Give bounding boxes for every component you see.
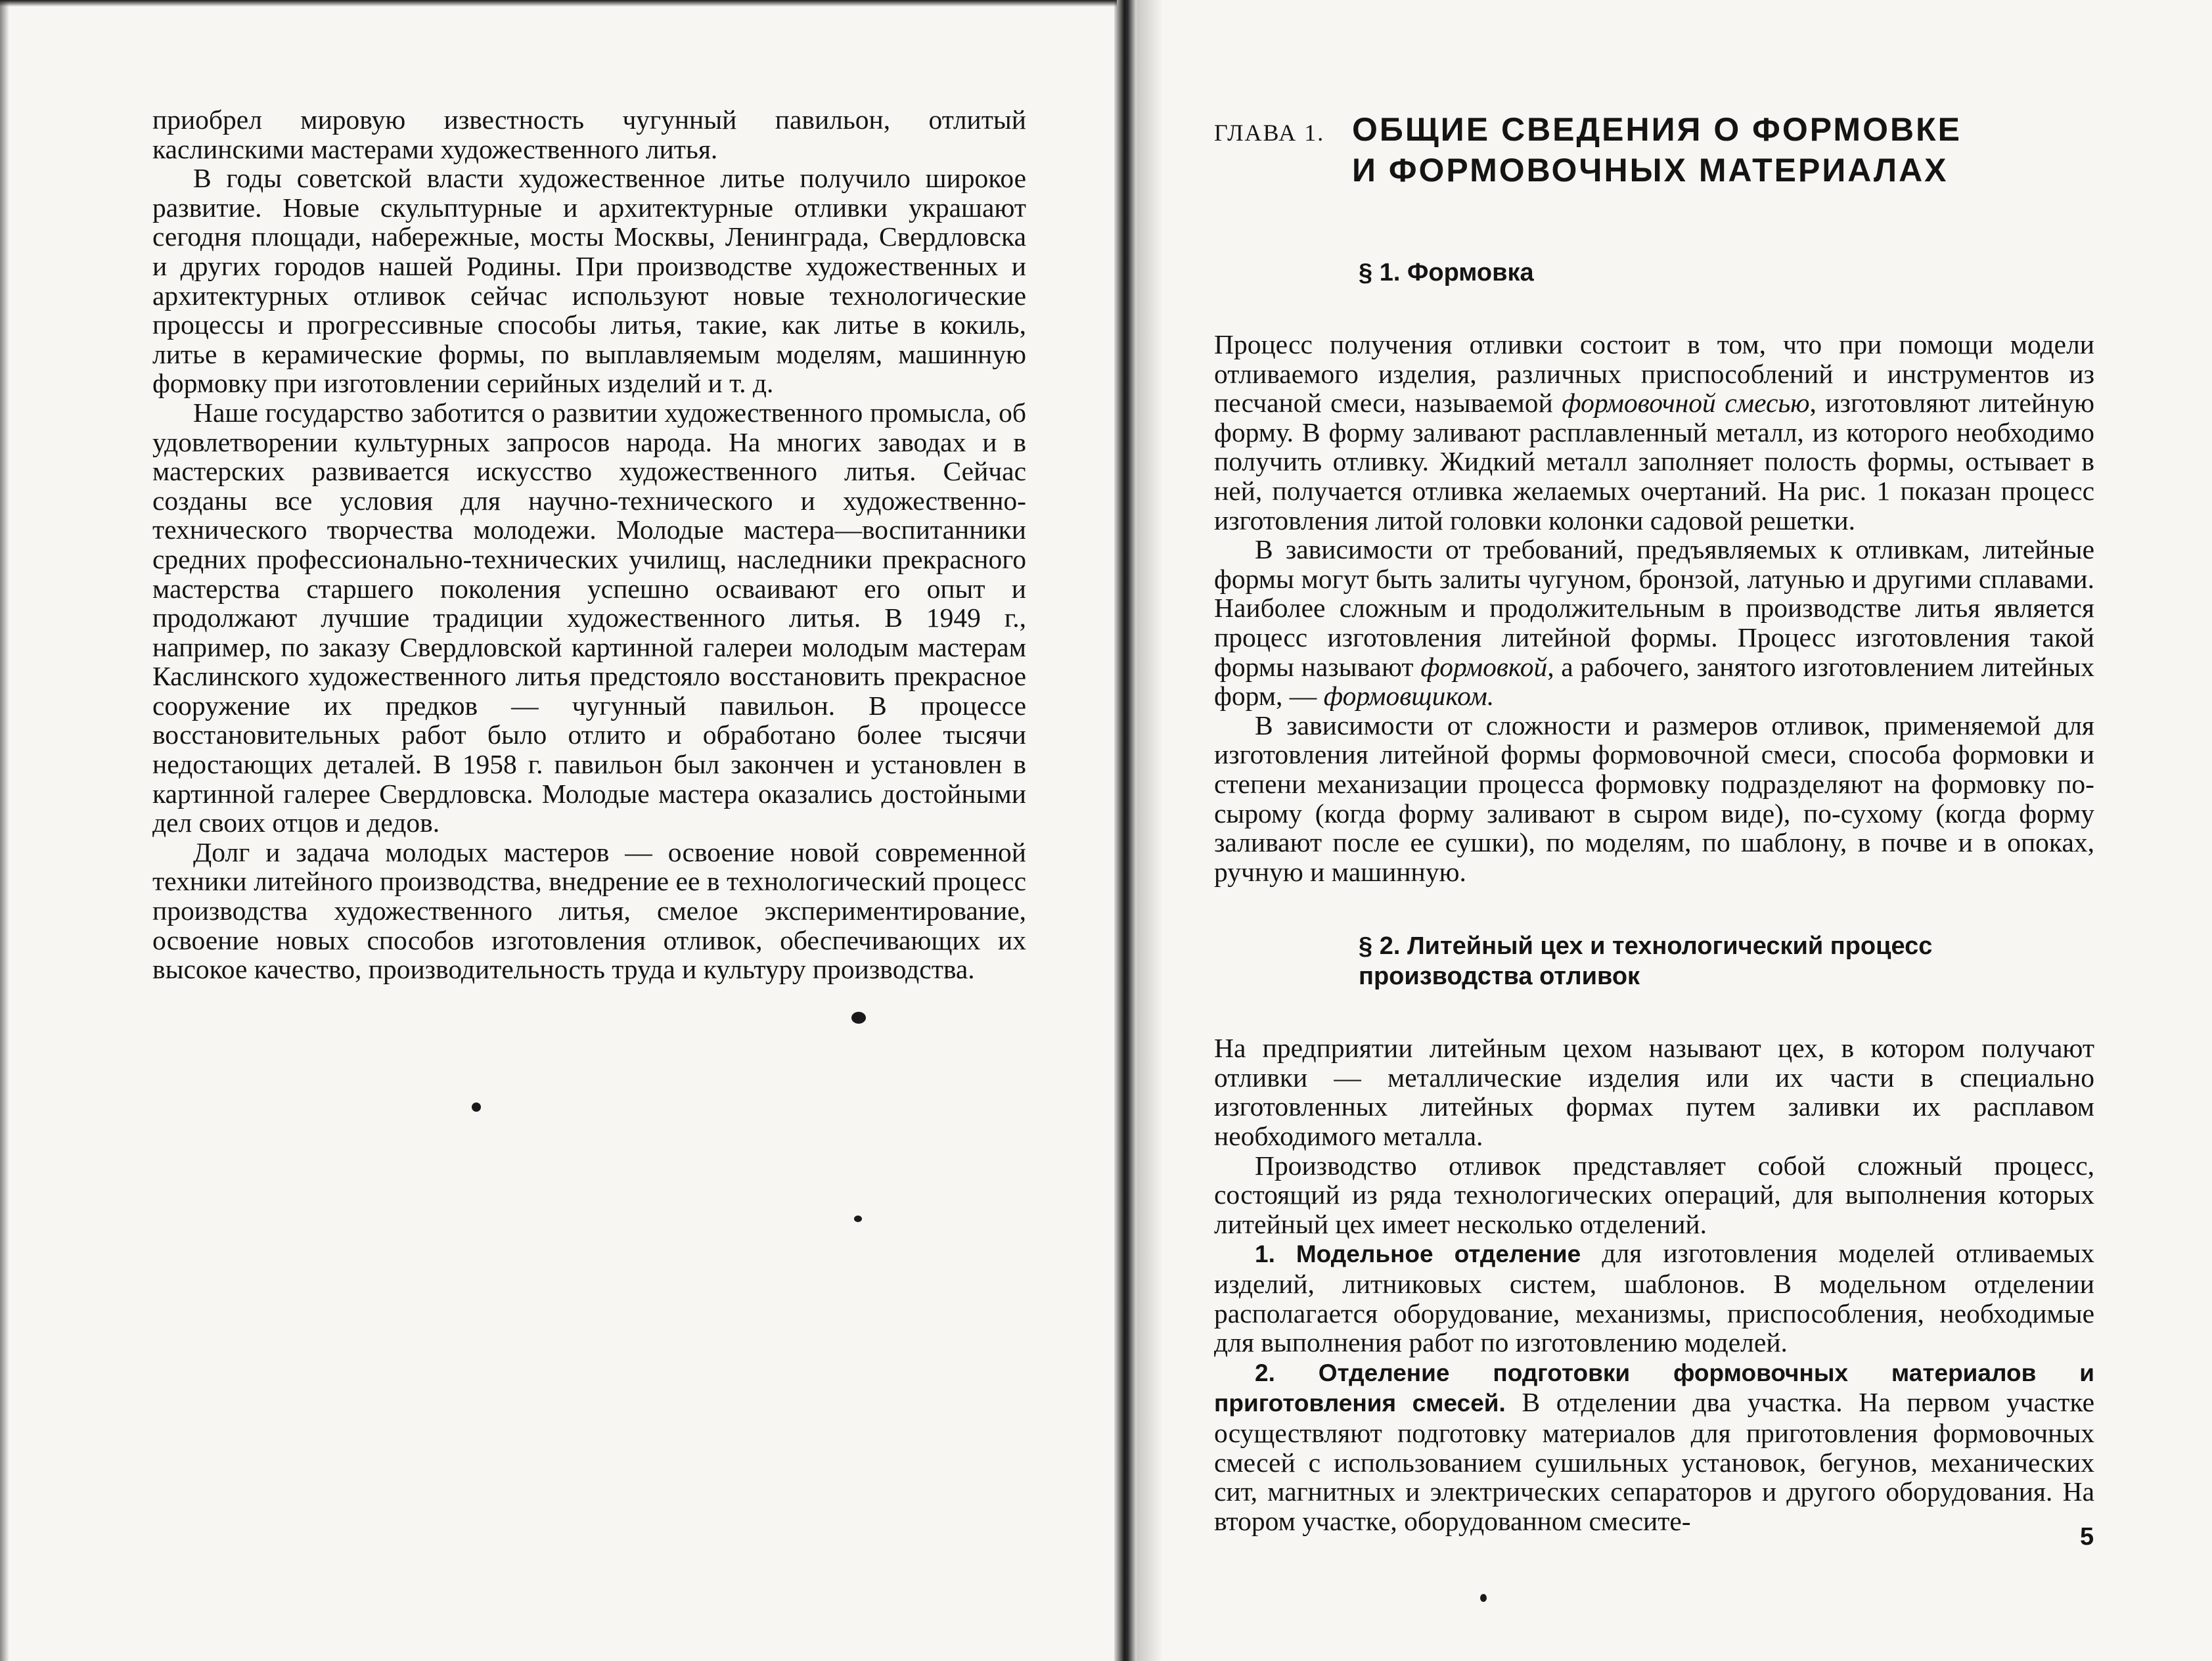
scan-edge-top (0, 0, 1117, 7)
chapter-title (1352, 109, 1962, 191)
chapter-title-line-2: И ФОРМОВОЧНЫХ МАТЕРИАЛАХ (1352, 152, 1949, 189)
s2-p3-text: для изготовления моделей отливаемых изделий, литниковых систем, шаблонов. В модельном отделении располагается оборудование, механизмы, приспособления, необходимые для выполнения работ по изготовлению моделей. (1214, 1238, 2094, 1358)
scan-speck (472, 1103, 481, 1112)
left-paragraph-2: В годы советской власти художественное литье получило широкое развитие. Новые скульптурные и архитектурные отливки украшают сегодня площади, набережные, мосты Москвы, Ленинграда, Свердловска и других городов нашей Родины. При производстве художественных и архитектурных отливок сейчас используют новые технологические процессы и прогрессивные способы литья, такие, как литье в кокиль, литье в керамические формы, по выплавляемым моделям, машинную формовку при изготовлении серийных изделий и т. д. (152, 163, 1026, 399)
right-page (1214, 105, 2094, 1536)
page-number: 5 (2080, 1523, 2094, 1551)
section-2-title-line-1: § 2. Литейный цех и технологический процесс (1359, 932, 1933, 961)
chapter-label: ГЛАВА 1. (1214, 120, 1325, 146)
section-2-title-line-2: производства отливок (1359, 963, 1640, 991)
book-gutter (1114, 0, 1137, 1661)
section-2-paragraph-2: Производство отливок представляет собой сложный процесс, состоящий из ряда технологических операций, для выполнения которых литейный цех имеет несколько отделений. (1214, 1150, 2094, 1239)
chapter-heading (1214, 105, 2094, 191)
scan-speck (854, 1216, 862, 1222)
section-2-paragraph-3 (1214, 1239, 2094, 1357)
section-1-paragraph-2 (1214, 535, 2094, 711)
s1-p1-text-b: , изготовляют литейную форму. В форму заливают расплавленный металл, из которого необходимо получить отливку. Жидкий металл заполняет полость формы, остывает в ней, получается отливка желаемых очертаний. На рис. 1 показан процесс изготовления литой головки колонки садовой решетки. (1214, 388, 2094, 535)
section-2-title (1359, 931, 2094, 991)
s2-p4-text: В отделении два участка. На первом участке осуществляют подготовку материалов для приготовления формовочных смесей с использованием сушильных установок, бегунов, механических сит, магнитных и электрических сепараторов и другого оборудования. На втором участке, оборудованном смесите- (1214, 1387, 2094, 1536)
term-formovka: формовкой (1420, 651, 1548, 682)
left-paragraph-4: Долг и задача молодых мастеров — освоение новой современной техники литейного производства, внедрение ее в технологический процесс производства художественного литья, смелое экспериментирование, освоение новых способов изготовления отливок, обеспечивающих их высокое качество, производительность труда и культуру производства. (152, 836, 1026, 985)
scan-edge-left (0, 0, 9, 1661)
s1-p1-text-a: Процесс получения отливки состоит в том, что при помощи модели отливаемого изделия, различных приспособлений и инструментов из песчаной смеси, называемой (1214, 329, 2094, 419)
scan-speck (1480, 1594, 1487, 1602)
term-otdelenie-podgotovki: 2. Отделение подготовки формовочных материалов и приготовления смесей. (1214, 1359, 2094, 1417)
term-modelnoe-otdelenie: 1. Модельное отделение (1255, 1240, 1581, 1268)
section-1-paragraph-3: В зависимости от сложности и размеров отливок, применяемой для изготовления литейной формы формовочной смеси, способа формовки и степени механизации процесса формовку подразделяют на формовку по-сырому (когда форму заливают в сыром виде), по-сухому (когда форму заливают после ее сушки), по моделям, по шаблону, в почве и в опоках, ручную и машинную. (1214, 710, 2094, 887)
s1-p2-text-b: , а рабочего, занятого изготовлением литейных форм, — (1214, 651, 2095, 712)
left-paragraph-1: приобрел мировую известность чугунный павильон, отлитый каслинскими мастерами художественного литья. (152, 104, 1026, 164)
gutter-shadow (1137, 0, 1163, 1661)
section-1-title: § 1. Формовка (1359, 259, 1534, 286)
section-2-paragraph-4 (1214, 1357, 2094, 1536)
s1-p2-text-a: В зависимости от требований, предъявляемых к отливкам, литейные формы могут быть залиты чугуном, бронзой, латунью и другими сплавами. Наиболее сложным и продолжительным в производстве литья является процесс изготовления литейной формы. Процесс изготовления такой формы называют (1214, 534, 2094, 682)
section-2-paragraph-1: На предприятии литейным цехом называют цех, в котором получают отливки — металлические изделия или их части в специально изготовленных литейных формах путем заливки их расплавом необходимого металла. (1214, 1033, 2094, 1152)
left-paragraph-3: Наше государство заботится о развитии художественного промысла, об удовлетворении культурных запросов народа. На многих заводах и в мастерских развивается искусство художественного литья. Сейчас созданы все условия для научно-технического и художественно-технического творчества молодежи. Молодые мастера—воспитанники средних профессионально-технических училищ, наследники прекрасного мастерства старшего поколения успешно осваивают его опыт и продолжают лучшие традиции художественного литья. В 1949 г., например, по заказу Свердловской картинной галереи молодым мастерам Каслинского художественного литья предстояло восстановить прекрасное сооружение их предков — чугунный павильон. В процессе восстановительных работ было отлито и обработано более тысячи недостающих деталей. В 1958 г. павильон был закончен и установлен в картинной галерее Свердловска. Молодые мастера оказались достойными дел своих отцов и дедов. (152, 397, 1026, 838)
scan-speck (851, 1012, 866, 1024)
term-formovshchik: формовщиком. (1323, 681, 1495, 712)
left-page (152, 105, 1026, 984)
term-formovochnaya-smes: формовочной смесью (1562, 388, 1810, 419)
chapter-title-line-1: ОБЩИЕ СВЕДЕНИЯ О ФОРМОВКЕ (1352, 111, 1962, 148)
section-1-paragraph-1 (1214, 330, 2094, 535)
